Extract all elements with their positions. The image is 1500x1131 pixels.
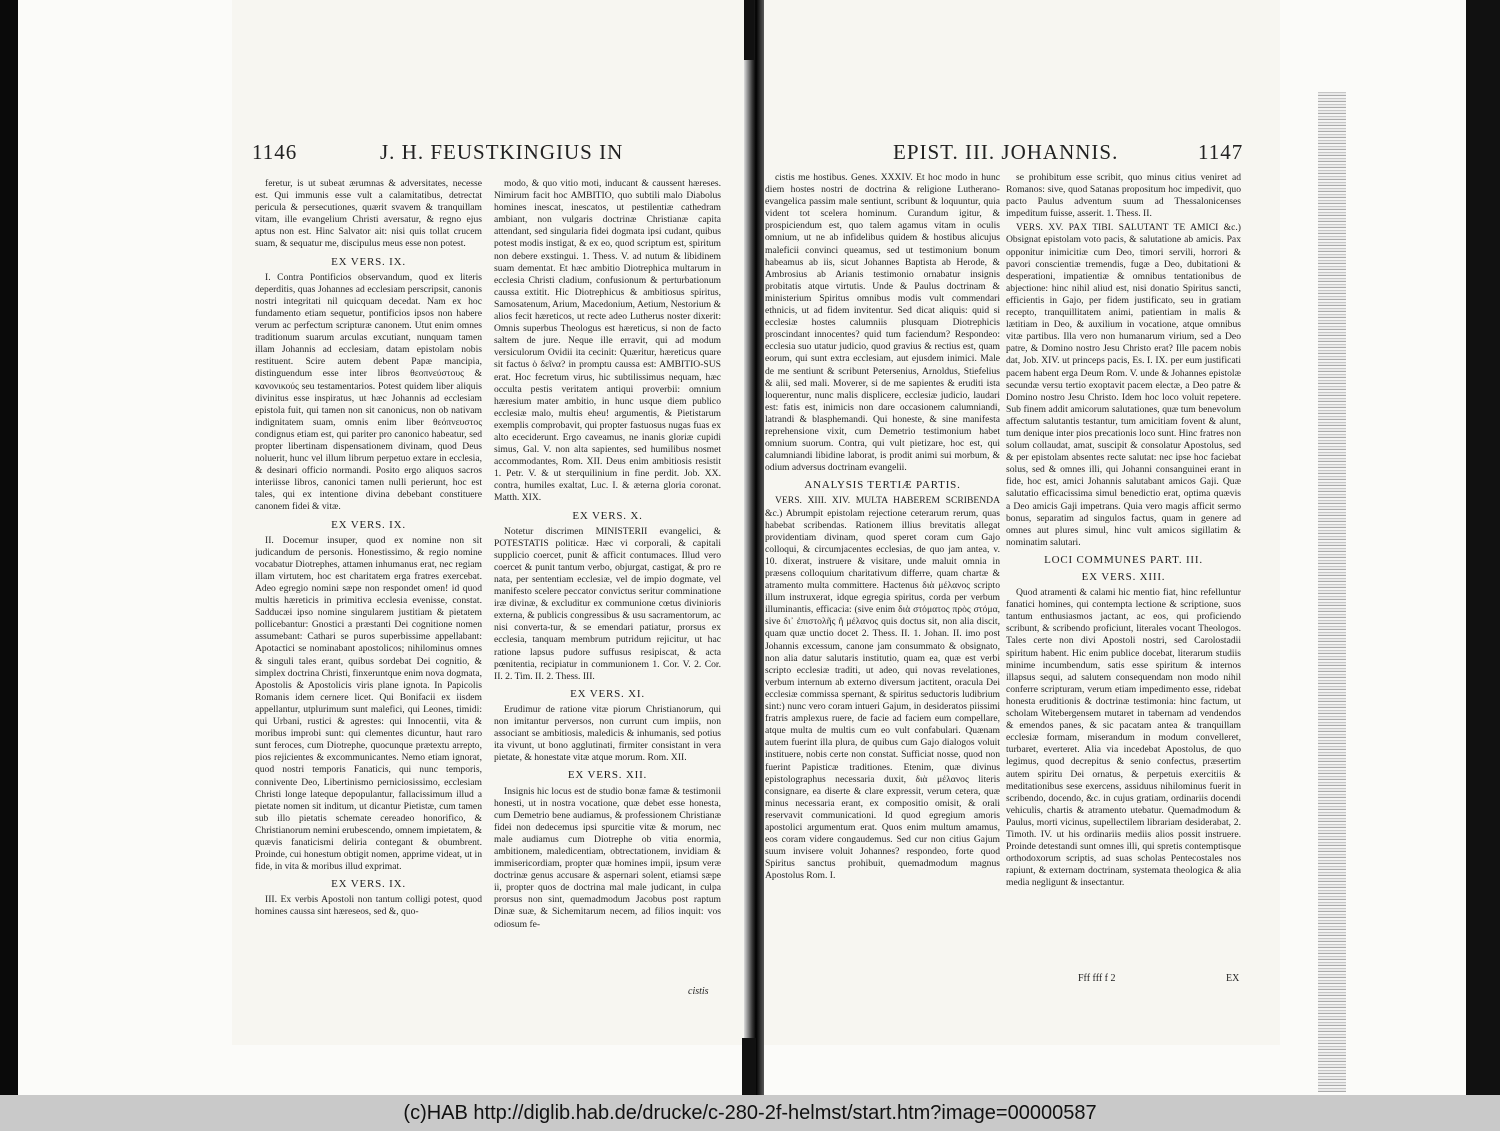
section-heading: EX VERS. X. [572,509,643,522]
paragraph: Erudimur de ratione vitæ piorum Christianorum, qui non imitantur perversos, non currunt cum impiis, non associant se ambitiosis, maledicis & inhumanis, sed potius ita vivunt, ut bono agglutinati, firmiter consistant in vera pietate, & honestate vitæ atque morum. Rom. XII. [494,703,721,764]
source-credit-bar [0,1095,1500,1131]
section-heading: ANALYSIS TERTIÆ PARTIS. [804,479,961,492]
left-page-column-2 [494,178,721,986]
right-page-column-1 [765,172,1000,990]
paragraph: Notetur discrimen MINISTERII evangelici, & POTESTATIS politicæ. Hæc vi corporali, & capitali supplicio coercet, punit & afficit contumaces. Illud vero coercet & punit tantum verbo, objurgat, castigat, & pro re nata, per sententiam ecclesiæ, vel de impio dogmate, vel manifesto scelere peccator convictus seritur comminatione iræ divinæ, & excluditur ex communione cœtus divinioris externa, & publicis congressibus & usu sacramentorum, ac nisi converta-tur, & se emendari patiatur, prorsus ex ecclesia, tanquam membrum putridum rejicitur, ut hac ratione lapsus pudore suffusus resipiscat, & acta pœnitentia, recipiatur in communionem 1. Cor. V. 2. Cor. II. 2. Tim. II. 2. Thess. III. [494,525,721,682]
paragraph: Quod atramenti & calami hic mentio fiat, hinc refelluntur fanatici homines, qui contempta lectione & scriptione, suos tantum enthusiasmos jactant, ac eos, qui proficiendo scribunt, & scribendo proficiunt, literales vocant Theologos. Tales certe non divi Apostoli nostri, sed Carolostadii spiritum habent. Hic enim publice docebat, literarum studiis minime incumbendum, satis esse spiritum & internos illapsus sequi, ad salutem consequendam non modo nihil conferre scripturam, verum etiam impedimento esse, ridebat honesta eruditionis & doctrinæ testimonia: hinc factum, ut scholam Witebergensem mutaret in tabernam ad vendendos & emendos panes, & sic pacatam antea & tranquillam ecclesiæ formam, miserandum in modum convelleret, turbaret, everteret. Alia via incedebat Apostolus, de quo legimus, quod decrepitus & senio confectus, præsertim autem spiritu Dei ornatus, & perpetuis exercitiis & meditationibus sese exercens, assiduus nihilominus fuerit in scribendo, docendo, &c. in cujus gratiam, ordinariis docendi vehiculis, chartis & atramento utebatur. Quemadmodum & Paulus, morti vicinus, supellectilem librariam desiderabat, 2. Timoth. IV. ut his ordinariis mediis alios possit instruere. Proinde detestandi sunt omnes illi, qui spretis contemptisque orthodoxorum scriptis, ad suas scholas Pentecostales nos rapiunt, & externam doctrinam, systemata theologica & alia media negligunt & insectantur. [1006,587,1241,889]
paragraph: se prohibitum esse scribit, quo minus citius veniret ad Romanos: sive, quod Satanas propositum hoc impedivit, quo pacto Paulus adventum suum ad Thessalonicenses impeditum fuisse, asserit. 1. Thess. II. [1006,172,1241,220]
scan-left-edge [0,0,18,1095]
paragraph: II. Docemur insuper, quod ex nomine non sit judicandum de personis. Honestissimo, & regio nomine vocabatur Diotrephes, attamen inhumanus erat, nec regiam illam virtutem, hoc est charitatem erga fratres exercebat. Adeo egregio nomini sæpe non respondet omen! id quod multis hæreticis in primitiva ecclesia evenisse, constat. Sadducæi ipso nomine singularem justitiam & pietatem pollicebantur: Gnostici a præstanti Dei cognitione nomen assumebant: Cathari se puros superbissime appellabant: Apotactici se nominabant apostolicos; nihilominus omnes & singuli tales erant, quibus sordebat Dei cognitio, & simplex doctrina Christi, finxeruntque enim nova dogmata, Apostolis & Apostolicis viris plane ignota. In Papicolis Romanis idem cernere licet. Qui Bonifacii ex iisdem appellantur, utplurimum sunt malefici, qui Leones, timidi: qui Urbani, rustici & agrestes: qui Innocentii, vita & moribus improbi sunt: qui clementes dicuntur, haut raro sunt feroces, cum Diotrephe, quocunque prætextu arrepto, pios rejicientes & excommunicantes. Nemo etiam ignorat, quod nostri temporis Fanaticis, qui nunc temporis, connivente Deo, Libertinismo perniciosissimo, ecclesiam Christi longe lateque depopulantur, fallacissimum illud a pietate nomen sit inditum, ut dicantur Pietistæ, cum tamen sub illo pietatis schemate cereadeo honorifico, & Christianorum nemini erubescendo, omnem impietatem, & quævis fanaticismi deliria contegant & obumbrent. Proinde, cui honestum obtigit nomen, apprime videat, ut in fide, in vita & moribus illud exprimat. [255,534,482,873]
left-running-head: J. H. FEUSTKINGIUS IN [380,140,624,164]
page-stack-edge [1318,92,1346,1092]
source-credit-text: (c)HAB http://diglib.hab.de/drucke/c-280-2f-helmst/start.htm?image=00000587 [403,1102,1097,1124]
left-page-number: 1146 [252,140,298,164]
book-gutter [744,0,764,1095]
section-heading: EX VERS. XIII. [1081,571,1166,583]
scan-right-edge [1466,0,1500,1095]
right-page-number: 1147 [1198,140,1244,164]
paragraph: feretur, is ut subeat ærumnas & adversitates, necesse est. Qui immunis esse vult a calamitatibus, detrectat pericula & persecutiones, quærit svavem & tranquillam vitam, ille evangelium Christi aversatur, & regno ejus aptus non est. Hinc Salvator ait: nisi quis tollat crucem suam, & sequatur me, discipulus meus esse non potest. [255,178,482,250]
section-heading: EX VERS. IX. [331,255,406,268]
section-heading: LOCI COMMUNES PART. III. [1044,553,1203,566]
signature-mark: Fff fff f 2 [1078,973,1116,984]
paragraph: I. Contra Pontificios observandum, quod ex literis deperditis, quas Johannes ad ecclesiam perscripsit, canonis nostri integritati nil quicquam decedat. Nam ex hoc fundamento etiam sequetur, pontificios ipsos non habere verum ac perfectum scripturæ canonem. Utut enim omnes traditionum suarum arculas excutiant, nunquam tamen illam Johannis ad ecclesiam, datam epistolam nobis restituent. Scire autem debent Papæ mancipia, distinguendum esse inter libros θεοπνεύστους & κανονικούς seu testamentarios. Potest quidem liber aliquis divinitus esse inspiratus, ut hæc Johannis ad ecclesiam epistola fuit, qui tamen non sit canonicus, non ob nativam indignitatem suam, omnis enim liber θεόπνευστος condignus etiam est, qui pariter pro canonico habeatur, sed propter libertinam dispensationem divinam, quod Deus noluerit, hunc vel illum librum perpetuo extare in ecclesia, & desinari officio normandi. Posito ergo aliquos sacros interiisse libros, canonici tamen nulli perierunt, hoc est tales, qui ex intentione divina debebant constituere canonem fidei & vitæ. [255,271,482,513]
section-heading: EX VERS. IX. [331,878,406,891]
paragraph: cistis me hostibus. Genes. XXXIV. Et hoc modo in hunc diem hostes nostri de doctrina & religione Lutherano-evangelica passim male sentiunt, scribunt & loquuntur, quia vident tot scelera hominum. Curandum igitur, & prospiciendum est, quo talem agamus vitam in oculis omnium, ut ne ab infidelibus quidem & hostibus alicujus maleficii convinci queamus, sed ut testimonium bonum habeamus ab iis, sicut Johannes Baptista ab Herode, & Ambrosius ab Arianis testimonio ornabatur insignis probitatis atque virtutis. Unde & Paulus doctrinam & ministerium Spiritus omnibus modis vult commendari ethnicis, ut ad fidem invitentur. Sed dicat aliquis: quid si ecclesiæ hostes calumniis plusquam Diotrephicis proscindant innocentes? quid tum faciendum? Respondeo: ecclesia suo utatur judicio, quod gravius & rectius est, quam eorum, qui sunt extra ecclesiam, aut ejusdem inimici. Male de me sentiunt & scribunt Petersenius, Arnoldus, Stiefelius & alii, sed mali. Moverer, si de me sapientes & eruditi ista loquerentur, nunc malis displicere, ecclesiæ judicio, laudari est: fatis est, inimicis non dare occasionem calumniandi, latrandi & blasphemandi. Qui honeste, & sine manifesta reprehensione vixit, cum Demetrio testimonium habet omnium suorum. Contra, qui vult pietizare, hoc est, qui calumniandi libidine laborat, is prodit animi sui morbum, & odium adversus doctrinam evangelii. [765,172,1000,474]
right-running-head: EPIST. III. JOHANNIS. [893,140,1119,164]
right-page-column-2 [1006,172,1241,969]
paragraph: Insignis hic locus est de studio bonæ famæ & testimonii honesti, ut in nostra vocatione, quæ debet esse honesta, cum Demetrio bene audiamus, & professionem Christianæ fidei non dedecemus ipsi spurcitie vitæ & morum, nec male audiamus cum Diotrephe ob vitia enormia, ambitionem, maledicentiam, obtrectationem, invidiam & immisericordiam, propter quæ homines impii, ipsum veræ doctrinæ genus accusare & aspernari solent, etiamsi sæpe ii, propter quos de doctrina mal male judicant, in culpa prorsus non sint, quemadmodum Jacobus post raptum Dinæ suæ, & Sichemitarum necem, ad filios inquit: vos odiosum fe- [494,785,721,930]
section-heading: EX VERS. XI. [570,687,645,700]
gutter-marker-bottom [742,1038,756,1095]
paragraph: VERS. XIII. XIV. MULTA HABEREM SCRIBENDA &c.) Abrumpit epistolam rejectione ceterarum rerum, quas habebat scribendas. Rationem illius brevitatis allegat providentiam divinam, quod speret coram cum Gajo colloqui, & circumjacentes ecclesias, de quo jam antea, v. 10. dixerat, instruere & visitare, unde maluit omnia in præsens colloquium charitativum differre, quam chartæ & atramento multa committere. Hactenus διὰ μέλανος scripto illum instruxerat, idque egregia spiritus, corda per verbum illuminantis, efficacia: (sive enim διὰ στόματος πρὸς στόμα, sive δι᾽ ἐπιστολῆς ἢ μέλανος quis doctus sit, non alia discit, quam quæ unctio docet 2. Thess. II. 1. Johan. II. imo post Johannis excessum, canone jam consummato & obsignato, non alia datur salutaris institutio, quam ea, quæ est verbi scripto ecclesiæ traditi, ut adeo, qui novas revelationes, verbum internum ab externo diversum jactitent, oracula Dei ecclesiæ commissa spernant, & spiritus seductoris ludibrium sint:) nunc vero coram intueri Gajum, in desideratos piissimi fratris amplexus ruere, de facie ad faciem eum compellare, atque multa de multis cum eo vult confabulari. Quænam autem fuerint illa plura, de quibus cum Gajo dialogos voluit instituere, nobis certe non constat. Sufficiat nosse, quod non fuerint Papisticæ traditiones. Etenim, quæ divinus epistolographus necessaria duxit, διὰ μέλανος literis consignare, ea diserte & clare expressit, verum cetera, quæ minus necessaria erant, ex compositio omisit, & orali reservavit communicationi. Id quod egregium amoris apostolici argumentum erat. Quos enim multum amamus, eos coram videre congaudemus. Sed cur non citius Gajum suum invisere voluit Johannes? respondeo, forte quod Spiritus sanctus prohibuit, quemadmodum magnus Apostolus Rom. I. [765,495,1000,882]
section-heading: EX VERS. XII. [567,769,648,782]
paragraph: modo, & quo vitio moti, inducant & caussent hæreses. Nimirum facit hoc AMBITIO, quo subtili malo Diabolus homines inescat, inescatos, ut pestilentiæ cathedram ambiant, non vulgaris doctrinæ Christianæ capita attendant, sed singularia fidei dogmata ipsi cudant, quibus potest modis instigat, & ex eo, quod scriptum est, spiritum non debere exstingui. 1. Thess. V. ad nutum & libidinem suam dementat. Et hæc ambitio Diotrephica multarum in ecclesia Christi cladium, confusionum & perturbationum caussa extitit. Hic Diotrephicus & ambitiosus spiritus, Samosatenum, Arium, Macedonium, Aetium, Nestorium & alios fecit hæreticos, ut recte adeo Lutherus noster dixerit: Omnis superbus Theologus est hæreticus, si non de facto saltem de jure. Neque ille erravit, qui ad modum versiculorum Ovidii ita cecinit: Quæritur, hæreticus quare sit factus ὁ δεῖνα? in promptu caussa est: AMBITIO-SUS erat. Hoc fecretum virus, hic subtilissimus nequam, hæc occulta pestis veritatem antiqui proverbii: omnium hæresium mater ambitio, in hunc usque diem publico ecclesiæ malo, multis eheu! argumentis, & Pietistarum exemplis comprobavit, qui propter fastuosus nugas fuas ex alto ececiderunt. Ergo caveamus, ne inanis gloriæ cupidi simus, Gal. V. non alta sapientes, sed humilibus nosmet accommodantes, Rom. XII. Deus enim ambitiosis resistit 1. Petr. V. & ut sterquilinium in fine perdit. Job. XX. contra, humiles exaltat, Luc. I. & æterna gloria coronat. Matth. XIX. [494,178,721,504]
right-catchword: EX [1226,973,1240,984]
section-heading: EX VERS. IX. [331,518,406,531]
gutter-marker-top [744,0,754,60]
paragraph: III. Ex verbis Apostoli non tantum colligi potest, quod homines caussa sint hæreseos, sed &, quo- [255,894,482,918]
left-page-column-1 [255,178,482,980]
paragraph: VERS. XV. PAX TIBI. SALUTANT TE AMICI &c.) Obsignat epistolam voto pacis, & salutatione ab amicis. Pax opponitur inimicitiæ cum Deo, timori servili, horrori & pavori conscientiæ tremendis, fugæ a Deo, dubitationi & desperationi, impatientiæ & omnibus tentationibus de abjectione: hinc nihil aliud est, nisi donatio Spiritus sancti, efficientis in Gajo, per fidem justificato, seu in gratiam recepto, tranquillitatem animi, patientiam in malis & lætitiam in Deo, & auxilium in vocatione, atque omnibus vitæ partibus. Illa vero non humanarum virium, sed a Deo patre, & Domino nostro Jesu Christo erat? Ille pacem nobis dat, Job. XIV. ut princeps pacis, Es. I. IX. per eum justificati pacem habent erga Deum Rom. V. unde & Johannes epistolæ secundæ versu tertio exoptavit pacem electæ, a Deo patre & Domino nostro Jesu Christo. Idem hoc loco voluit repetere. Sub finem addit amicorum salutationes, quæ tum benevolum affectum salutantis testantur, tum amicitiam fovent & alunt, tum denique inter pios precationis loco sunt. Hinc fratres non solum collaudat, amat, suscipit & consolatur Apostolus, sed & per epistolam absentes recte salutat: nec ipse hoc faciebat solus, sed & omnes illi, qui Johanni consanguinei erant in fide, hoc est, amici Johannis salutabant amicos Gaji. Quæ salutatio efficacissima simul benedictio erat, optima quævis a Deo amicis Gaji impetrans. Quia vero magis afficit sermo bonus, separatim ad singulos factus, quam in genere ad omnes aut plures simul, hinc vult amicos sigillatim & nominatim salutari. [1006,222,1241,548]
left-catchword: cistis [688,986,709,997]
